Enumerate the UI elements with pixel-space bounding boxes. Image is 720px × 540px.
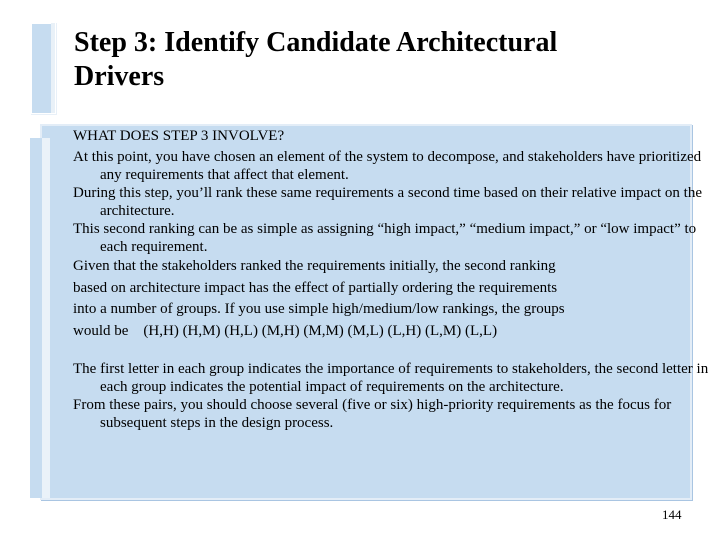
slide-title — [74, 26, 694, 94]
paragraph-3: This second ranking can be as simple as assigning “high impact,” “medium impact,” or “low impact” to each requirement. — [73, 221, 697, 255]
content-accent-bar — [30, 138, 50, 498]
paragraph-1: At this point, you have chosen an element of the system to decompose, and stakeholders have prioritized any requirements that affect that element. — [73, 149, 702, 183]
title-line-2: Drivers — [74, 61, 165, 92]
paragraph-4-line-2: based on architecture impact has the effect of partially ordering the requirements — [73, 279, 558, 296]
paragraph-4-line-1: Given that the stakeholders ranked the requirements initially, the second ranking — [73, 258, 556, 274]
paragraph-6: From these pairs, you should choose several (five or six) high-priority requirements as the focus for subsequent steps in the design process. — [73, 397, 672, 431]
paragraph-5: The first letter in each group indicates the importance of requirements to stakeholders, the second letter in each group indicates the potential impact of requirements on the architecture. — [73, 361, 709, 395]
paragraph-4-line-4: would be (H,H) (H,M) (H,L) (M,H) (M,M) (M,L) (L,H) (L,M) (L,L) — [73, 322, 498, 339]
paragraph-4-line-3: into a number of groups. If you use simple high/medium/low rankings, the groups — [73, 301, 565, 317]
slide-body — [73, 127, 713, 432]
paragraph-2: During this step, you’ll rank these same requirements a second time based on their relative impact on the architecture. — [73, 185, 702, 219]
title-accent-bar — [30, 22, 56, 114]
page-number: 144 — [662, 507, 682, 522]
section-heading: WHAT DOES STEP 3 INVOLVE? — [73, 128, 285, 144]
title-line-1: Step 3: Identify Candidate Architectural — [74, 27, 558, 58]
